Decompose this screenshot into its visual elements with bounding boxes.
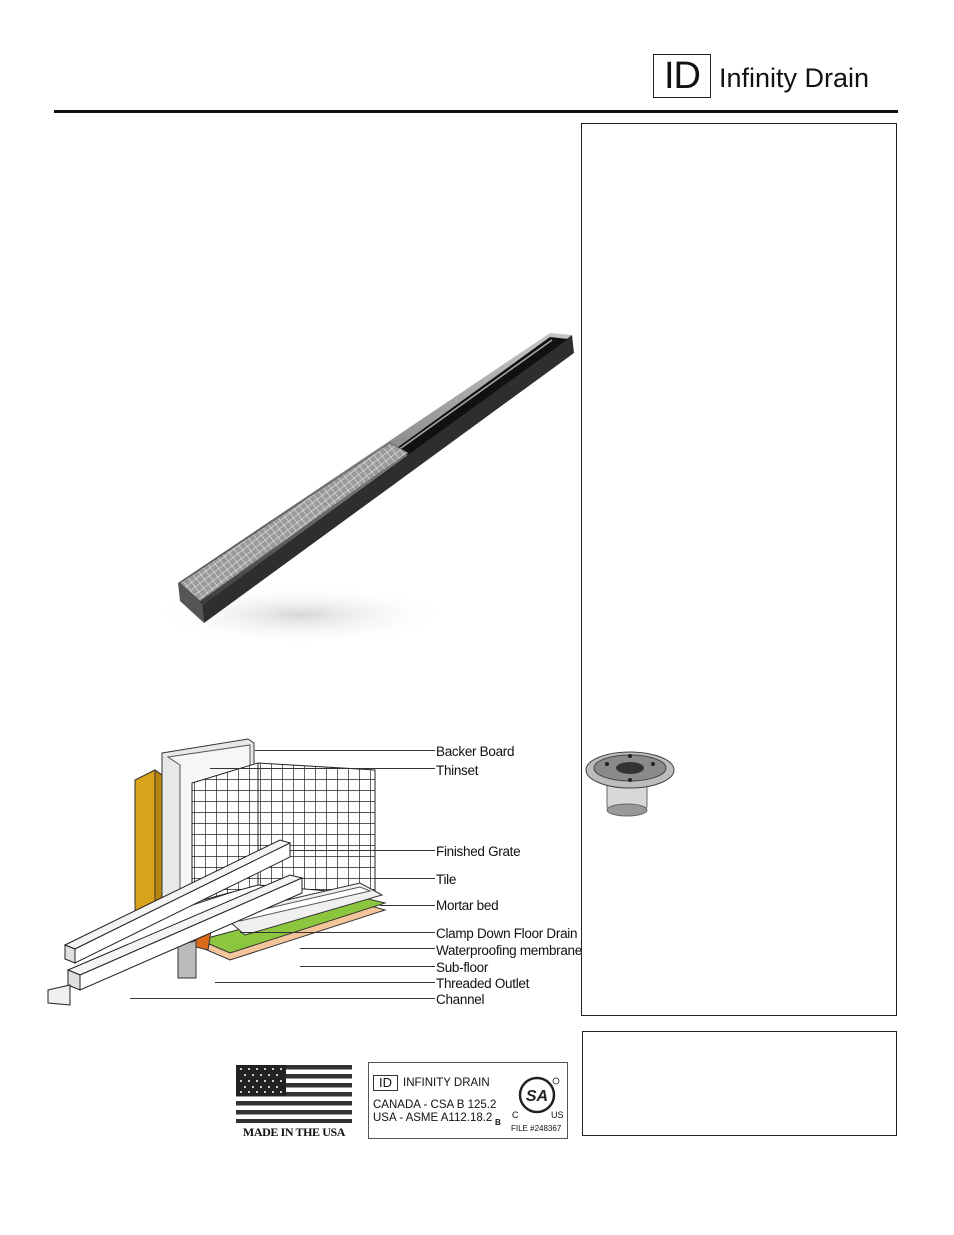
linear-drain-image <box>150 325 580 655</box>
cert-logo-mark: ID <box>373 1075 398 1091</box>
bottom-panel <box>582 1031 897 1136</box>
label-finished-grate: Finished Grate <box>436 844 521 859</box>
header-rule <box>54 110 898 113</box>
cert-c-mark: C <box>512 1110 519 1120</box>
callout-line <box>375 878 435 879</box>
label-threaded-outlet: Threaded Outlet <box>436 976 530 991</box>
label-channel: Channel <box>436 992 485 1007</box>
callout-line <box>215 982 435 983</box>
label-sub-floor: Sub-floor <box>436 960 489 975</box>
label-tile: Tile <box>436 872 457 887</box>
callout-line <box>210 768 435 769</box>
label-waterproofing-membrane: Waterproofing membrane <box>436 943 582 958</box>
brand-logo <box>653 54 899 102</box>
callout-line <box>240 932 435 933</box>
cert-canada-standard: CANADA - CSA B 125.2 <box>373 1099 497 1111</box>
callout-line <box>300 948 435 949</box>
side-panel <box>581 123 897 1016</box>
cert-file-number: FILE #248367 <box>511 1124 562 1133</box>
label-backer-board: Backer Board <box>436 744 515 759</box>
callout-line <box>290 850 435 851</box>
cert-usa-standard: USA - ASME A112.18.2 <box>373 1112 493 1124</box>
cert-us-mark: US <box>551 1110 564 1120</box>
logo-name: Infinity Drain <box>719 63 870 93</box>
cert-brand: INFINITY DRAIN <box>403 1077 490 1089</box>
callout-line <box>380 905 435 906</box>
clamp-drain-image <box>585 748 680 823</box>
label-thinset: Thinset <box>436 763 479 778</box>
cert-b-mark: B <box>495 1118 501 1127</box>
made-in-usa-caption: MADE IN THE USA <box>242 1125 346 1139</box>
label-mortar-bed: Mortar bed <box>436 898 499 913</box>
svg-text:SA: SA <box>525 1088 549 1105</box>
callout-line <box>300 966 435 967</box>
callout-line <box>255 750 435 751</box>
callout-line <box>130 998 435 999</box>
label-clamp-down-floor-drain: Clamp Down Floor Drain <box>436 926 578 941</box>
certification-label <box>368 1062 568 1139</box>
logo-mark: ID <box>664 55 700 97</box>
